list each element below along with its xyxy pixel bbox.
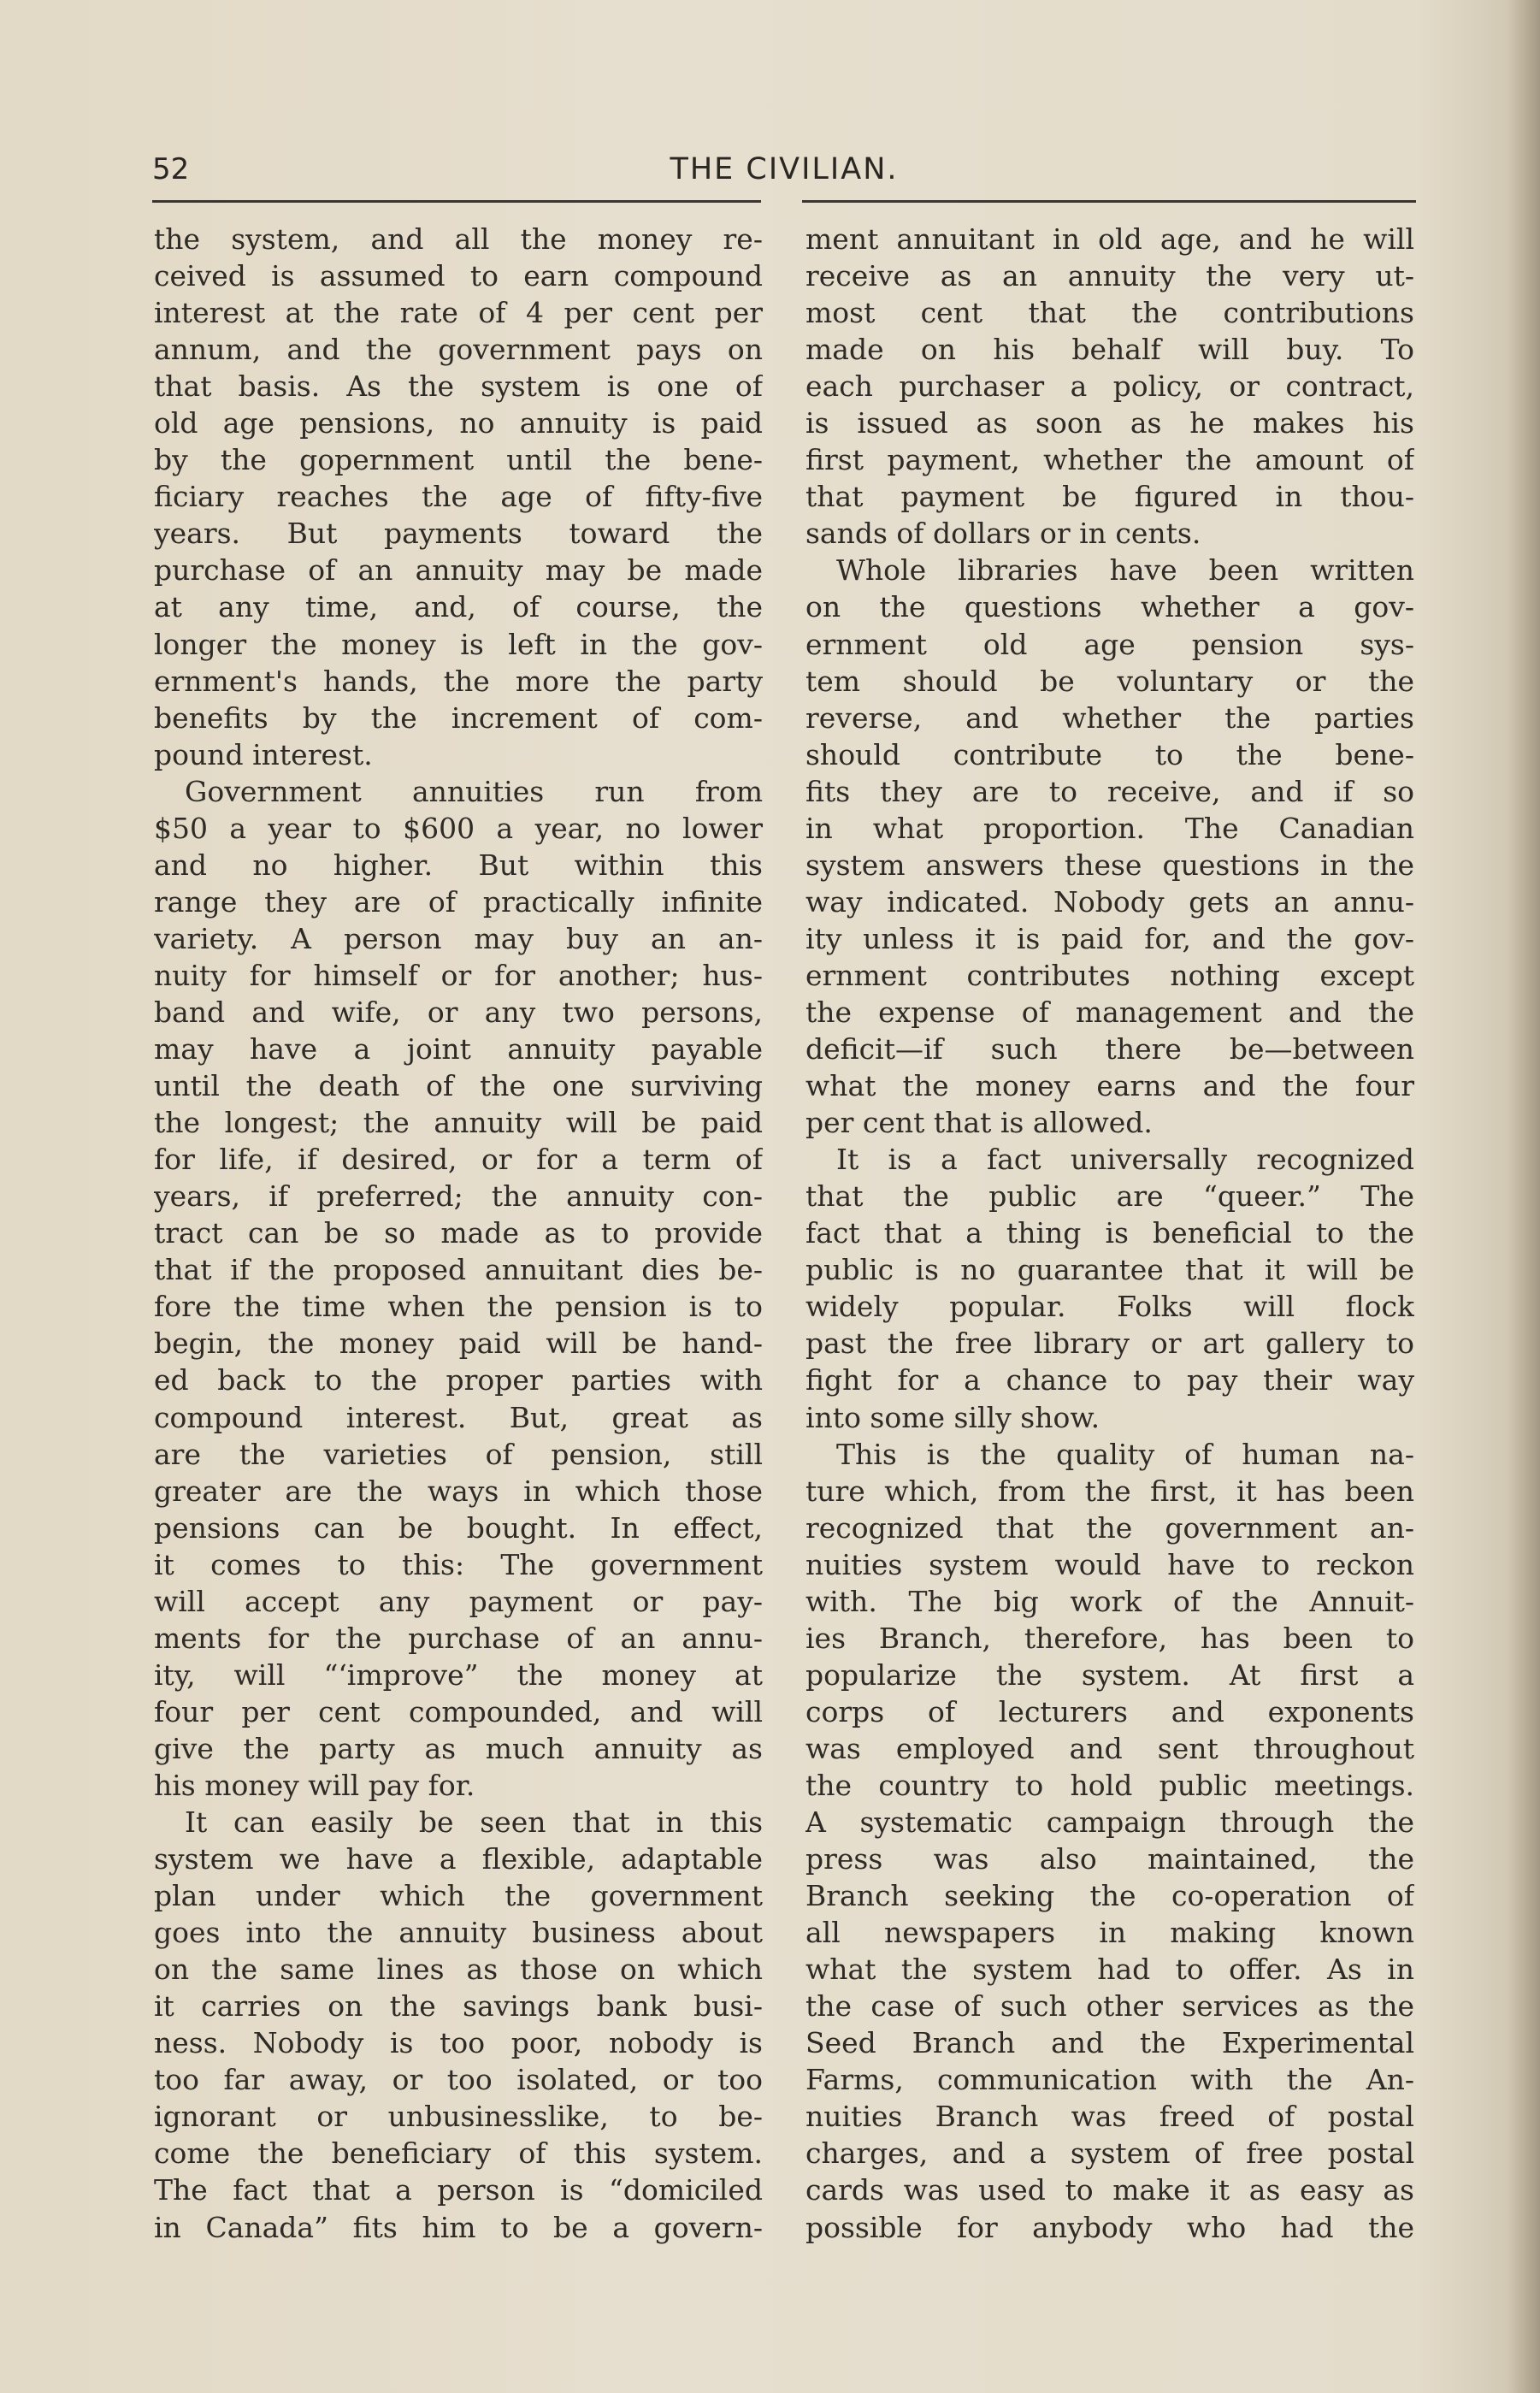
text-line: at any time, and, of course, the [154,590,763,624]
page-header [152,144,1416,195]
text-line: Seed Branch and the Experimental [805,2026,1414,2060]
text-line: pound interest. [154,737,373,771]
text-line: popularize the system. At first a [805,1657,1414,1692]
text-line: ernment's hands, the more the party [154,664,763,698]
text-line: range they are of practically infinite [154,884,763,919]
left-column [154,221,763,2246]
text-line: fight for a chance to pay their way [805,1363,1414,1397]
text-line: years, if preferred; the annuity con- [154,1179,763,1214]
text-line: with. The big work of the Annuit- [805,1584,1414,1618]
text-line: all newspapers in making known [805,1916,1414,1950]
text-line: deficit—if such there be—between [805,1032,1414,1067]
text-line: in what proportion. The Canadian [805,811,1414,845]
text-line: It is a fact universally recognized [836,1143,1414,1177]
text-line: is issued as soon as he makes his [805,406,1414,440]
text-line: by the gopernment until the bene- [154,443,763,477]
text-line: ment annuitant in old age, and he will [805,222,1414,256]
text-line: system we have a flexible, adaptable [154,1842,763,1876]
text-line: fact that a thing is beneficial to the [805,1216,1414,1250]
text-line: begin, the money paid will be hand- [154,1326,763,1361]
text-line: what the system had to offer. As in [805,1953,1414,1987]
text-line: compound interest. But, great as [154,1400,763,1434]
text-line: it comes to this: The government [154,1547,763,1581]
text-line: sands of dollars or in cents. [805,517,1201,551]
text-line: tem should be voluntary or the [805,664,1414,698]
text-line: ments for the purchase of an annu- [154,1621,763,1655]
text-line: purchase of an annuity may be made [154,553,763,588]
text-line: greater are the ways in which those [154,1474,763,1508]
text-line: system answers these questions in the [805,848,1414,882]
text-line: give the party as much annuity as [154,1731,763,1765]
text-line: receive as an annuity the very ut- [805,259,1414,293]
text-line: nuities Branch was freed of postal [805,2100,1414,2134]
text-line: for life, if desired, or for a term of [154,1143,763,1177]
text-line: nuities system would have to reckon [805,1547,1414,1581]
text-line: It can easily be seen that in this [185,1805,763,1840]
header-rule-right [802,200,1416,203]
text-line: Whole libraries have been written [836,553,1414,588]
text-line: that payment be figured in thou- [805,480,1414,514]
text-line: possible for anybody who had the [805,2210,1414,2244]
text-line: way indicated. Nobody gets an annu- [805,884,1414,919]
text-line: may have a joint annuity payable [154,1032,763,1067]
text-line: public is no guarantee that it will be [805,1253,1414,1287]
text-line: Farms, communication with the An- [805,2063,1414,2097]
text-line: This is the quality of human na- [836,1437,1414,1471]
text-line: that if the proposed annuitant dies be- [154,1253,763,1287]
text-line: $50 a year to $600 a year, no lower [154,811,763,845]
text-line: the case of such other services as the [805,1989,1414,2024]
text-line: corps of lecturers and exponents [805,1694,1414,1728]
text-line: benefits by the increment of com- [154,700,763,735]
text-line: ity, will “‘improve” the money at [154,1657,763,1692]
text-line: cards was used to make it as easy as [805,2173,1414,2207]
text-line: years. But payments toward the [154,517,763,551]
text-line: the longest; the annuity will be paid [154,1106,763,1140]
text-line: ness. Nobody is too poor, nobody is [154,2026,763,2060]
text-line: each purchaser a policy, or contract, [805,369,1414,404]
text-line: past the free library or art gallery to [805,1326,1414,1361]
text-line: in Canada” fits him to be a govern- [154,2210,763,2244]
text-line: reverse, and whether the parties [805,700,1414,735]
text-line: was employed and sent throughout [805,1731,1414,1765]
text-line: widely popular. Folks will flock [805,1290,1414,1324]
text-line: made on his behalf will buy. To [805,333,1414,367]
text-line: the country to hold public meetings. [805,1768,1414,1802]
page-number: 52 [152,152,190,186]
text-line: that basis. As the system is one of [154,369,763,404]
text-line: A systematic campaign through the [805,1805,1414,1840]
text-line: ficiary reaches the age of fifty-five [154,480,763,514]
text-line: annum, and the government pays on [154,333,763,367]
right-column [805,221,1414,2246]
text-line: too far away, or too isolated, or too [154,2063,763,2097]
text-line: recognized that the government an- [805,1510,1414,1545]
text-line: ignorant or unbusinesslike, to be- [154,2100,763,2134]
text-line: press was also maintained, the [805,1842,1414,1876]
text-line: into some silly show. [805,1400,1100,1434]
text-line: The fact that a person is “domiciled [154,2173,763,2207]
text-line: ernment old age pension sys- [805,627,1414,661]
text-line: plan under which the government [154,1879,763,1913]
text-line: it carries on the savings bank busi- [154,1989,763,2024]
running-title: THE CIVILIAN. [670,152,899,186]
text-line: come the beneficiary of this system. [154,2136,763,2171]
text-line: tract can be so made as to provide [154,1216,763,1250]
text-line: ity unless it is paid for, and the gov- [805,921,1414,955]
text-line: what the money earns and the four [805,1069,1414,1103]
text-line: charges, and a system of free postal [805,2136,1414,2171]
text-line: nuity for himself or for another; hus- [154,958,763,992]
text-line: pensions can be bought. In effect, [154,1510,763,1545]
text-line: on the questions whether a gov- [805,590,1414,624]
text-line: most cent that the contributions [805,296,1414,330]
text-line: and no higher. But within this [154,848,763,882]
text-line: until the death of the one surviving [154,1069,763,1103]
text-line: goes into the annuity business about [154,1916,763,1950]
text-line: Government annuities run from [185,774,763,808]
text-line: fore the time when the pension is to [154,1290,763,1324]
text-line: ture which, from the first, it has been [805,1474,1414,1508]
text-line: the system, and all the money re- [154,222,763,256]
text-line: band and wife, or any two persons, [154,995,763,1029]
text-line: interest at the rate of 4 per cent per [154,296,763,330]
text-line: ies Branch, therefore, has been to [805,1621,1414,1655]
text-line: the expense of management and the [805,995,1414,1029]
text-line: will accept any payment or pay- [154,1584,763,1618]
binding-edge-shadow [1508,0,1540,2393]
text-line: should contribute to the bene- [805,737,1414,771]
header-rule-left [152,200,761,203]
text-line: ceived is assumed to earn compound [154,259,763,293]
text-line: Branch seeking the co-operation of [805,1879,1414,1913]
text-line: on the same lines as those on which [154,1953,763,1987]
text-line: fits they are to receive, and if so [805,774,1414,808]
text-line: per cent that is allowed. [805,1106,1153,1140]
text-line: his money will pay for. [154,1768,475,1802]
text-line: longer the money is left in the gov- [154,627,763,661]
text-line: first payment, whether the amount of [805,443,1414,477]
text-line: that the public are “queer.” The [805,1179,1414,1214]
text-line: ernment contributes nothing except [805,958,1414,992]
text-line: ed back to the proper parties with [154,1363,763,1397]
text-line: are the varieties of pension, still [154,1437,763,1471]
text-line: old age pensions, no annuity is paid [154,406,763,440]
text-line: variety. A person may buy an an- [154,921,763,955]
text-line: four per cent compounded, and will [154,1694,763,1728]
